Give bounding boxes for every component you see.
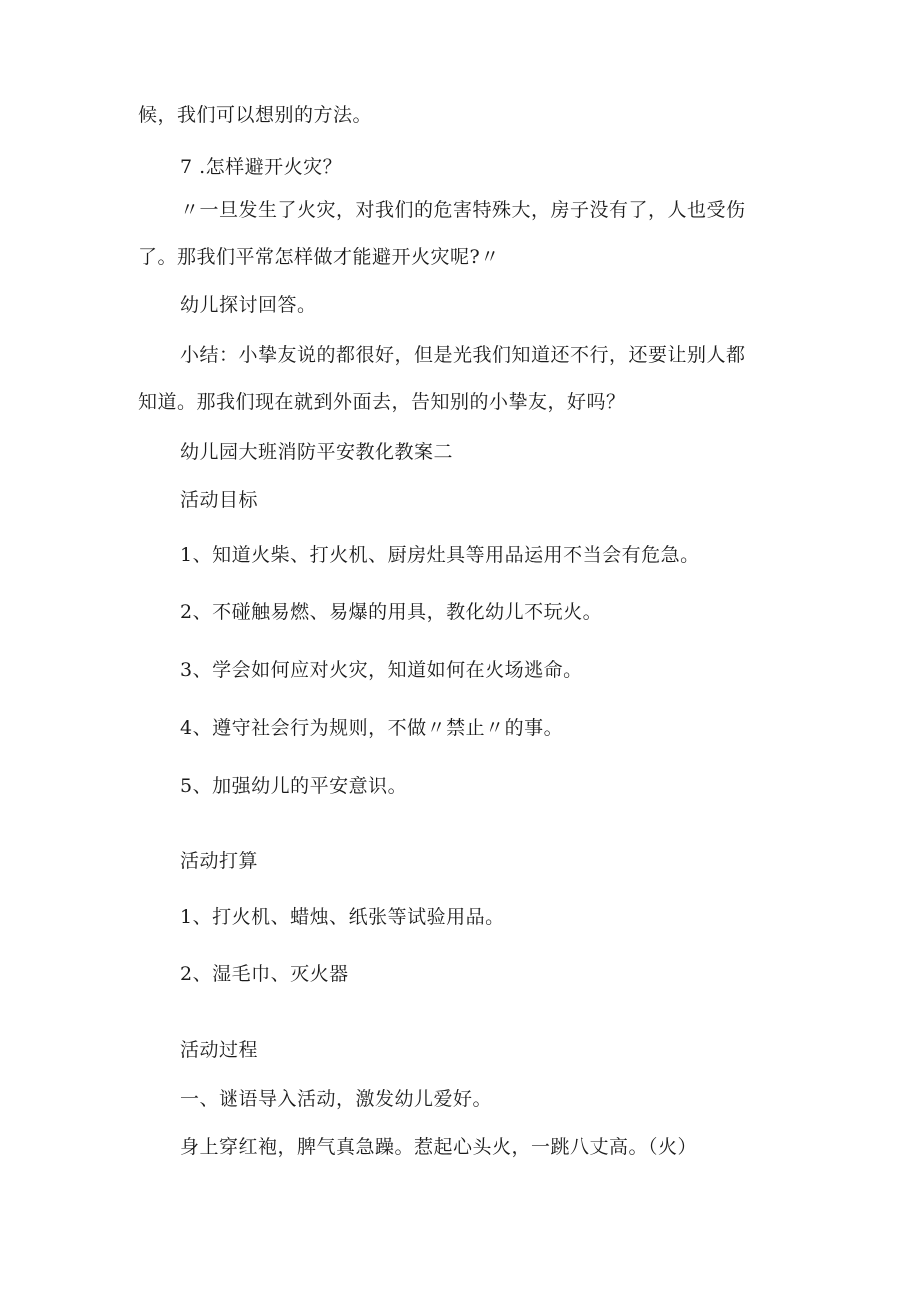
heading-activity-goals: 活动目标 <box>180 489 259 511</box>
goal-item-5: 5、加强幼儿的平安意识。 <box>180 775 408 797</box>
paragraph-children-discuss: 幼儿探讨回答。 <box>180 294 317 316</box>
process-step-1: 一、谜语导入活动，激发幼儿爱好。 <box>180 1088 493 1110</box>
section-heading-7: 7 .怎样避开火灾？ <box>180 156 343 178</box>
text-line-continuation: 候，我们可以想别的方法。 <box>138 104 373 126</box>
heading-activity-preparation: 活动打算 <box>180 850 259 872</box>
heading-activity-process: 活动过程 <box>180 1039 259 1061</box>
goal-item-1: 1、知道火柴、打火机、厨房灶具等用品运用不当会有危急。 <box>180 544 700 566</box>
goal-item-2: 2、不碰触易燃、易爆的用具，教化幼儿不玩火。 <box>180 601 603 623</box>
paragraph-summary-line-1: 小结：小挚友说的都很好，但是光我们知道还不行，还要让别人都 <box>180 344 746 366</box>
paragraph-quote-line-1: 〃一旦发生了火灾，对我们的危害特殊大，房子没有了，人也受伤 <box>180 199 746 221</box>
paragraph-quote-line-2: 了。那我们平常怎样做才能避开火灾呢?〃 <box>138 246 500 268</box>
paragraph-summary-line-2: 知道。那我们现在就到外面去，告知别的小挚友，好吗？ <box>138 391 626 413</box>
goal-item-3: 3、学会如何应对火灾，知道如何在火场逃命。 <box>180 659 583 681</box>
goal-item-4: 4、遵守社会行为规则，不做〃禁止〃的事。 <box>180 717 564 739</box>
preparation-item-1: 1、打火机、蜡烛、纸张等试验用品。 <box>180 906 505 928</box>
riddle-text: 身上穿红袍，脾气真急躁。惹起心头火，一跳八丈高。（火） <box>180 1136 698 1158</box>
lesson-plan-title: 幼儿园大班消防平安教化教案二 <box>180 441 454 463</box>
preparation-item-2: 2、湿毛巾、灭火器 <box>180 963 349 985</box>
